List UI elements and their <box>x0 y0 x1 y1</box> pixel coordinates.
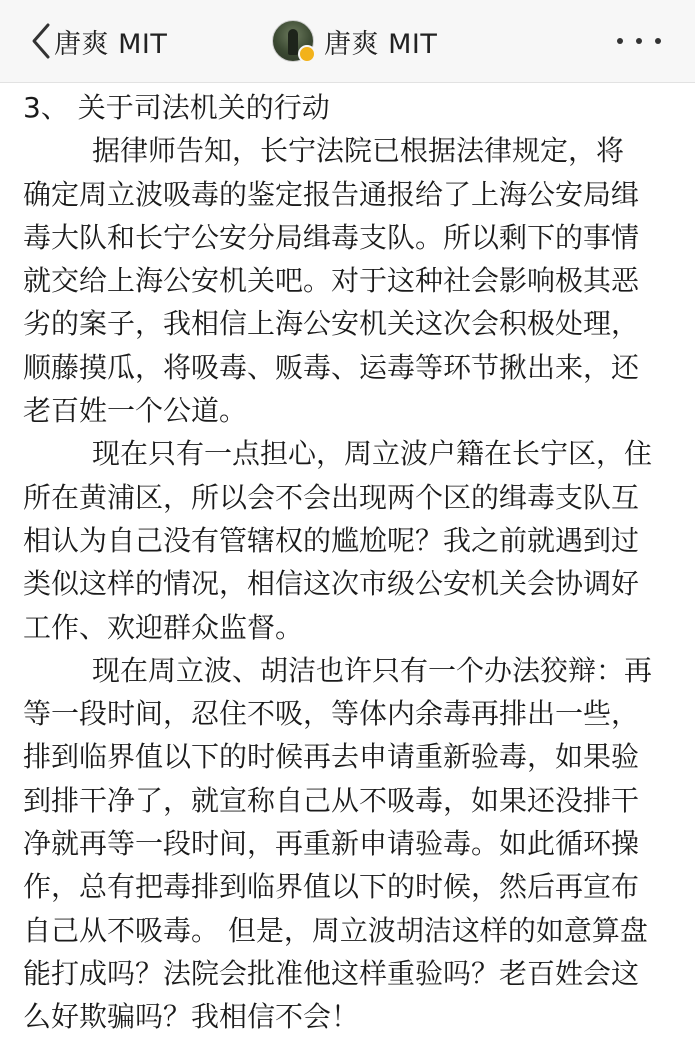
back-button[interactable] <box>30 18 167 64</box>
paragraph-line: 等一段时间，忍住不吸，等体内余毒再排出一些， <box>23 697 640 731</box>
more-dot <box>617 38 623 44</box>
paragraph-line: 能打成吗？法院会批准他这样重验吗？老百姓会这 <box>23 956 640 990</box>
back-button-label: 唐爽 MIT <box>54 28 168 60</box>
profile-name: 唐爽 MIT <box>324 28 438 60</box>
paragraph-line: 排到临界值以下的时候再去申请重新验毒，如果验 <box>23 740 640 774</box>
paragraph-line: 劣的案子，我相信上海公安机关这次会积极处理， <box>23 307 640 341</box>
paragraph-line: 净就再等一段时间，再重新申请验毒。如此循环操 <box>23 827 640 861</box>
paragraph-line: 现在只有一点担心，周立波户籍在长宁区，住 <box>92 437 653 471</box>
paragraph-line: 就交给上海公安机关吧。对于这种社会影响极其恶 <box>23 264 640 298</box>
paragraph-line: 顺藤摸瓜，将吸毒、贩毒、运毒等环节揪出来，还 <box>23 350 640 384</box>
paragraph-line: 类似这样的情况，相信这次市级公安机关会协调好 <box>23 567 640 601</box>
more-dots-icon[interactable] <box>617 30 661 52</box>
chevron-left-icon <box>30 21 52 61</box>
paragraph-line: 据律师告知，长宁法院已根据法律规定，将 <box>92 134 625 168</box>
paragraph-line: 相认为自己没有管辖权的尴尬呢？我之前就遇到过 <box>23 523 640 557</box>
verified-badge-icon <box>298 45 316 63</box>
paragraph-line: 毒大队和长宁公安分局缉毒支队。所以剩下的事情 <box>23 220 640 254</box>
avatar-figure <box>288 29 298 55</box>
paragraph-line: 工作、欢迎群众监督。 <box>23 610 304 644</box>
profile-header[interactable] <box>272 19 437 63</box>
paragraph-line: 作，总有把毒排到临界值以下的时候，然后再宣布 <box>23 870 640 904</box>
avatar[interactable] <box>272 20 314 62</box>
more-dot <box>636 38 642 44</box>
paragraph-line: 自己从不吸毒。 但是，周立波胡洁这样的如意算盘 <box>23 913 648 947</box>
paragraph-line: 现在周立波、胡洁也许只有一个办法狡辩：再 <box>92 653 653 687</box>
paragraph-line: 么好欺骗吗？我相信不会！ <box>23 1000 360 1034</box>
top-nav-bar <box>0 0 695 83</box>
post-body <box>0 86 695 1039</box>
paragraph-line: 确定周立波吸毒的鉴定报告通报给了上海公安局缉 <box>23 177 640 211</box>
paragraph-line: 老百姓一个公道。 <box>23 394 248 428</box>
paragraph-line: 所在黄浦区，所以会不会出现两个区的缉毒支队互 <box>23 480 640 514</box>
paragraph-line: 到排干净了，就宣称自己从不吸毒，如果还没排干 <box>23 783 640 817</box>
section-heading: 3、 关于司法机关的行动 <box>23 91 330 124</box>
more-dot <box>655 38 661 44</box>
